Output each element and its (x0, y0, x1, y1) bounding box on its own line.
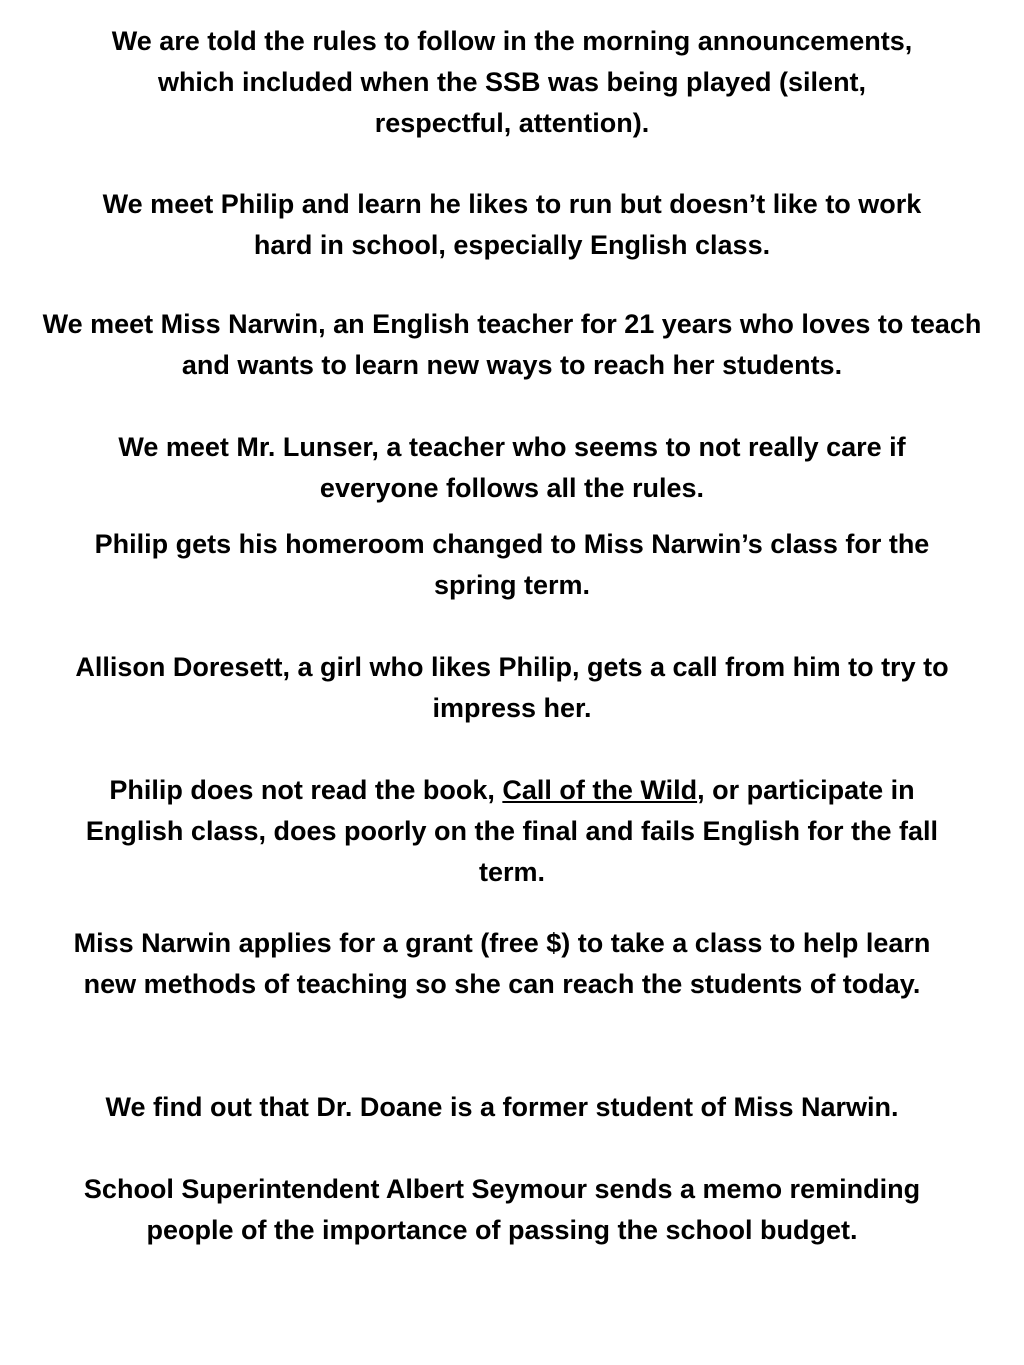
paragraph-homeroom-change: Philip gets his homeroom changed to Miss Narwin’s class for the spring term. (94, 529, 930, 600)
paragraph-allison-call: Allison Doresett, a girl who likes Philip, gets a call from him to try to impress her. (75, 652, 949, 723)
paragraph-meet-miss-narwin: We meet Miss Narwin, an English teacher for 21 years who loves to teach and wants to learn new ways to reach her students. (42, 309, 982, 380)
paragraph-meet-philip: We meet Philip and learn he likes to run but doesn’t like to work hard in school, especially English class. (102, 189, 922, 260)
paragraph-philip-fails-english (70, 770, 954, 893)
paragraph-dr-doane: We find out that Dr. Doane is a former student of Miss Narwin. (105, 1092, 899, 1122)
paragraph-meet-mr-lunser: We meet Mr. Lunser, a teacher who seems to not really care if everyone follows all the rules. (118, 432, 906, 503)
book-title: Call of the Wild (502, 775, 698, 805)
paragraph-budget-memo: School Superintendent Albert Seymour sends a memo reminding people of the importance of passing the school budget. (83, 1174, 921, 1245)
paragraph-rules-announcements: We are told the rules to follow in the morning announcements, which included when the SSB was being played (silent, respectful, attention). (111, 26, 913, 138)
paragraph-text-before-title: Philip does not read the book, (109, 775, 503, 805)
paragraph-text-after-title: , or participate in English class, does poorly on the final and fails English for the fall term. (85, 775, 939, 887)
paragraph-grant-application: Miss Narwin applies for a grant (free $) to take a class to help learn new methods of teaching so she can reach the students of today. (73, 928, 931, 999)
